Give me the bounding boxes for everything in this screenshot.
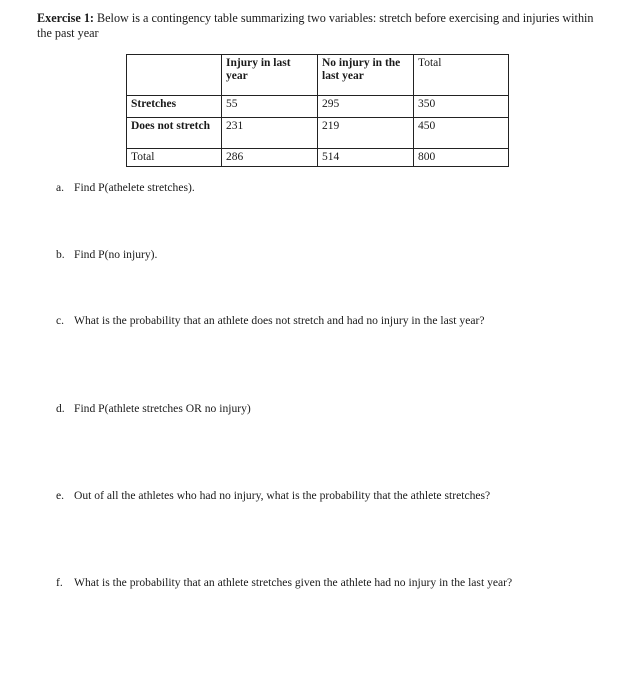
table-cell: 800 — [414, 149, 509, 167]
question-text: Find P(no injury). — [74, 248, 158, 261]
question-text: Out of all the athletes who had no injury, what is the probability that the athlete stretches? — [74, 489, 491, 502]
question-text: What is the probability that an athlete does not stretch and had no injury in the last year? — [74, 314, 485, 327]
row-label-does-not-stretch: Does not stretch — [127, 118, 222, 149]
table-row — [127, 118, 509, 149]
question-text: What is the probability that an athlete stretches given the athlete had no injury in the last year? — [74, 576, 513, 589]
table-cell: 219 — [318, 118, 414, 149]
table-row — [127, 96, 509, 118]
question-e — [56, 489, 490, 503]
question-letter: f. — [56, 576, 63, 589]
table-cell: 514 — [318, 149, 414, 167]
table-header-total: Total — [414, 55, 509, 96]
table-row — [127, 149, 509, 167]
table-cell: 286 — [222, 149, 318, 167]
table-header-empty — [127, 55, 222, 96]
table-cell: 55 — [222, 96, 318, 118]
question-d — [56, 402, 251, 416]
question-text: Find P(athelete stretches). — [74, 181, 195, 194]
exercise-intro — [37, 11, 597, 41]
question-text: Find P(athlete stretches OR no injury) — [74, 402, 251, 415]
question-letter: e. — [56, 489, 65, 502]
question-c — [56, 314, 485, 328]
table-header-no-injury: No injury in the last year — [318, 55, 414, 96]
question-letter: c. — [56, 314, 65, 327]
row-label-stretches: Stretches — [127, 96, 222, 118]
table-header-injury: Injury in last year — [222, 55, 318, 96]
table-cell: 350 — [414, 96, 509, 118]
table-header-row — [127, 55, 509, 96]
exercise-label: Exercise 1: — [37, 11, 94, 25]
contingency-table — [126, 54, 509, 167]
question-f — [56, 576, 512, 590]
question-b — [56, 248, 157, 262]
question-letter: b. — [56, 248, 65, 261]
table-cell: 450 — [414, 118, 509, 149]
table-cell: 231 — [222, 118, 318, 149]
row-label-total: Total — [127, 149, 222, 167]
exercise-description: Below is a contingency table summarizing two variables: stretch before exercising and injuries within the past year — [37, 11, 594, 40]
question-letter: d. — [56, 402, 65, 415]
question-a — [56, 181, 195, 195]
table-cell: 295 — [318, 96, 414, 118]
question-letter: a. — [56, 181, 65, 194]
